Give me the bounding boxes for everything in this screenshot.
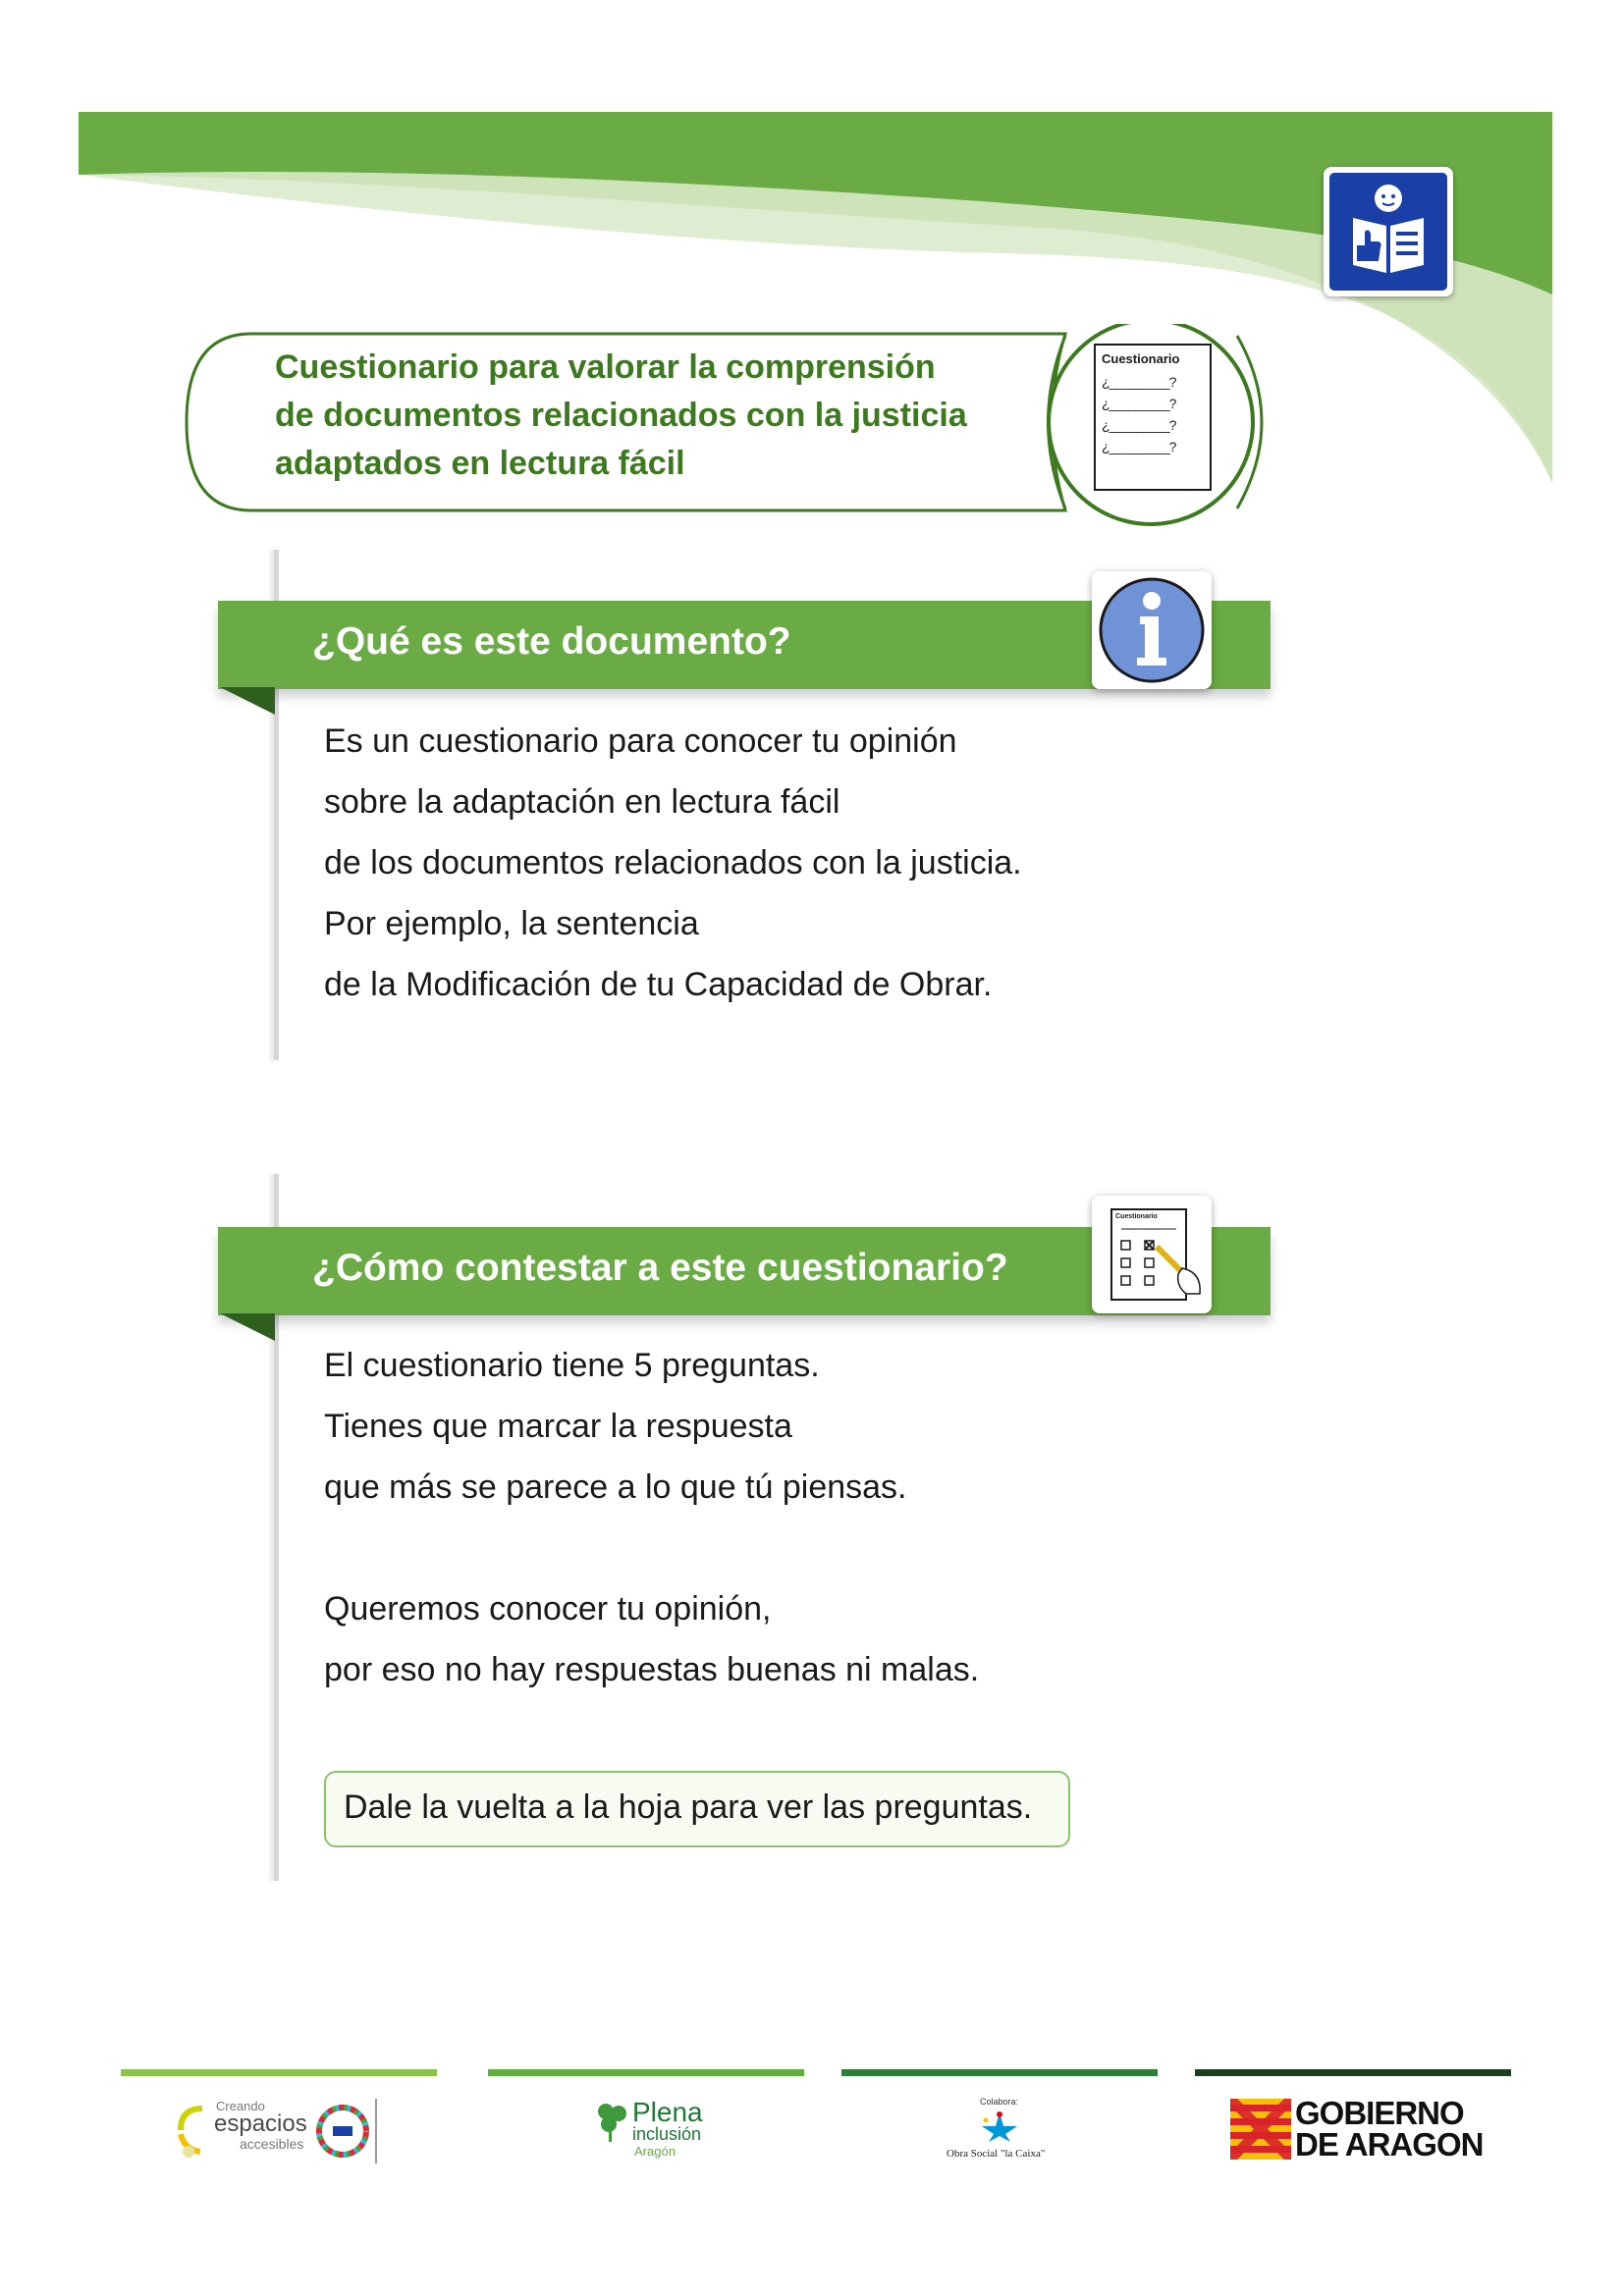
- la-caixa-logo: [943, 2097, 1060, 2165]
- document-title: [275, 344, 1021, 488]
- section1-line: sobre la adaptación en lectura fácil: [324, 783, 840, 821]
- section2-band-fold: [220, 1313, 279, 1343]
- turn-page-note-text: Dale la vuelta a la hoja para ver las preguntas.: [344, 1789, 1033, 1826]
- logo4-line1: GOBIERNO: [1295, 2095, 1464, 2131]
- espacios-accesibles-logo: [175, 2095, 381, 2165]
- logo3-small: Colabora:: [980, 2097, 1019, 2107]
- clover-icon: [595, 2101, 628, 2144]
- logo4-line2: DE ARAGON: [1295, 2126, 1484, 2163]
- section1-line: de la Modificación de tu Capacidad de Obrar.: [324, 966, 993, 1003]
- info-icon: [1092, 571, 1212, 689]
- logo2-region: Aragón: [634, 2144, 676, 2159]
- easy-read-logo-icon: [1324, 167, 1453, 296]
- logo1-sub: accesibles: [240, 2136, 304, 2152]
- gobierno-aragon-logo: [1230, 2095, 1495, 2163]
- section1-title: ¿Qué es este documento?: [312, 620, 791, 663]
- section2-line: que más se parece a lo que tú piensas.: [324, 1468, 907, 1506]
- section1-line: Por ejemplo, la sentencia: [324, 905, 699, 942]
- questionnaire-icon-line: ¿_________?: [1102, 439, 1176, 454]
- sdg-wheel-icon: [316, 2105, 369, 2158]
- section2-line: Tienes que marcar la respuesta: [324, 1408, 792, 1445]
- section2-line: El cuestionario tiene 5 preguntas.: [324, 1347, 820, 1384]
- questionnaire-icon-line: ¿_________?: [1102, 396, 1176, 411]
- plena-inclusion-logo: [595, 2097, 723, 2162]
- logo2-sub: inclusión: [632, 2124, 702, 2144]
- questionnaire-icon-label: Cuestionario: [1102, 351, 1180, 366]
- section1-line: Es un cuestionario para conocer tu opinión: [324, 722, 957, 760]
- questionnaire-icon: [1094, 344, 1212, 491]
- aragon-flag-icon: [1230, 2099, 1291, 2160]
- logo3-main: Obra Social "la Caixa": [947, 2148, 1046, 2160]
- logo2-main: Plena: [632, 2097, 703, 2127]
- logo1-small: Creando: [216, 2099, 265, 2113]
- caixa-star-icon: [978, 2110, 1021, 2144]
- footer-bar-3: [841, 2069, 1158, 2076]
- section1-line: de los documentos relacionados con la justicia.: [324, 844, 1022, 881]
- questionnaire-pencil-icon: [1092, 1196, 1212, 1313]
- section1-band-fold: [220, 687, 279, 717]
- title-line: adaptados en lectura fácil: [275, 445, 685, 482]
- questionnaire-pencil-icon-label: Cuestionario: [1115, 1213, 1158, 1220]
- title-line: de documentos relacionados con la justicia: [275, 397, 967, 434]
- section2-line: Queremos conocer tu opinión,: [324, 1590, 772, 1628]
- title-line: Cuestionario para valorar la comprensión: [275, 348, 936, 386]
- section2-line: por eso no hay respuestas buenas ni malas.: [324, 1651, 980, 1688]
- questionnaire-icon-line: ¿_________?: [1102, 374, 1176, 390]
- section2-title: ¿Cómo contestar a este cuestionario?: [312, 1247, 1008, 1289]
- footer-bar-2: [488, 2069, 804, 2076]
- footer-bar-1: [121, 2069, 437, 2076]
- footer-bar-4: [1195, 2069, 1511, 2076]
- logo1-main: espacios: [214, 2110, 307, 2137]
- questionnaire-icon-line: ¿_________?: [1102, 417, 1176, 433]
